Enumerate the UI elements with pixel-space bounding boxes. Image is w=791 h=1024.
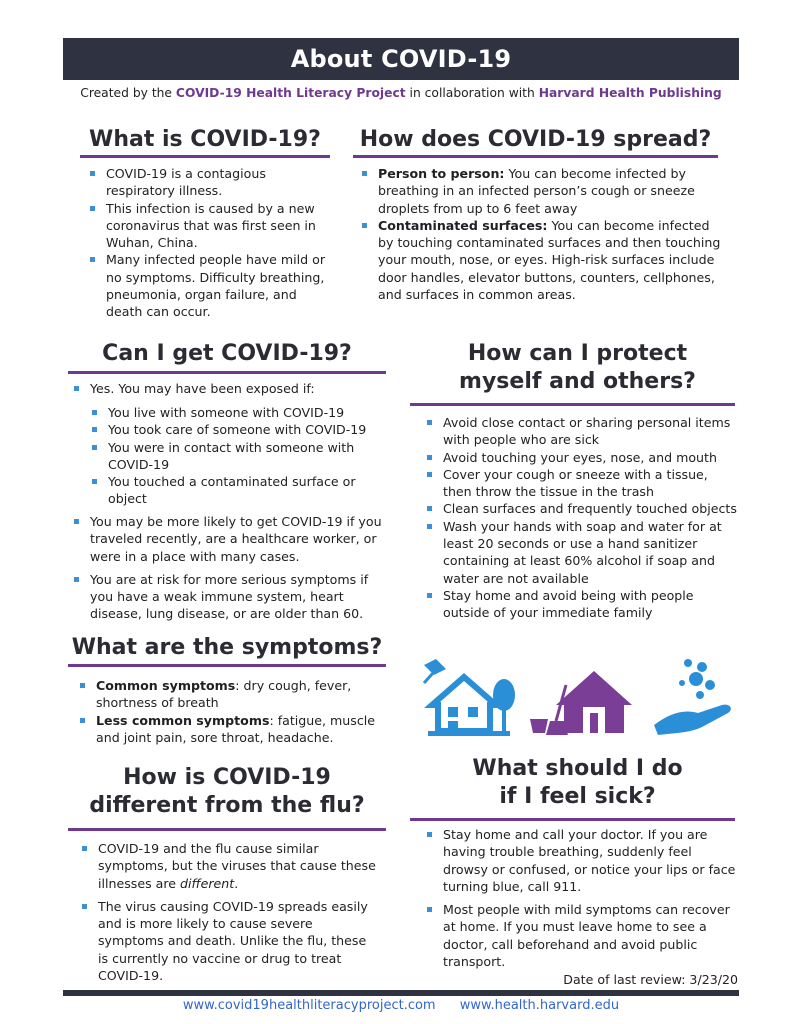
harvard-link[interactable]: www.health.harvard.edu [459, 998, 620, 1013]
list-item: You may be more likely to get COVID-19 if you traveled recently, are a healthcare worker, or were in a place with many cases. [72, 513, 382, 565]
flu-text: COVID-19 and the flu cause similar symptoms, but the viruses that cause these illnesses are [98, 841, 376, 891]
list-item: This infection is caused by a new coronavirus that was first seen in Wuhan, China. [88, 200, 333, 252]
list-item: You live with someone with COVID-19 [72, 404, 382, 421]
spread-heading: How does COVID-19 spread? [359, 127, 712, 152]
spread-rule [353, 155, 718, 158]
hand-washing-icon [654, 659, 731, 735]
list-item: Clean surfaces and frequently touched objects [425, 500, 740, 517]
list-item: The virus causing COVID-19 spreads easily and is more likely to cause severe symptoms and death. Unlike the flu, these is currently no vaccine or drug to treat COVID-19. [80, 898, 380, 984]
can-i-get-rule [68, 371, 386, 374]
list-item: Most people with mild symptoms can recover at home. If you must leave home to see a doctor, call beforehand and avoid public transport. [425, 901, 740, 970]
list-item: Yes. You may have been exposed if: [72, 380, 382, 397]
credit-middle: in collaboration with [409, 86, 535, 100]
spread-text: You can become infected by breathing in an infected person’s cough or sneeze droplets from up to 6 feet away [378, 166, 695, 216]
spread-label: Contaminated surfaces: [378, 217, 548, 233]
credit-prefix: Created by the [80, 86, 172, 100]
exposure-sublist [72, 404, 382, 508]
list-item: Wash your hands with soap and water for at least 20 seconds or use a hand sanitizer containing at least 60% alcohol if soap and water are not available [425, 518, 740, 587]
credit-line [63, 86, 739, 100]
list-item [78, 677, 378, 712]
list-item: You touched a contaminated surface or object [72, 473, 382, 508]
protect-heading-line1: How can I protect [467, 341, 688, 366]
credit-project: COVID-19 Health Literacy Project [175, 86, 406, 100]
stay-home-pin-icon [424, 659, 515, 736]
flu-heading [68, 764, 386, 819]
flu-list [80, 840, 380, 984]
flu-heading-line2: different from the flu? [89, 792, 365, 818]
flu-period: . [234, 875, 239, 891]
list-item: You took care of someone with COVID-19 [72, 421, 382, 438]
footer-links [63, 998, 739, 1013]
list-item: Avoid touching your eyes, nose, and mouth [425, 449, 740, 466]
sick-rule [410, 818, 735, 821]
list-item: Stay home and call your doctor. If you are having trouble breathing, suddenly feel drowsy or confused, or notice your lips or face turning blue, call 911. [425, 826, 740, 895]
list-item: Cover your cough or sneeze with a tissue, then throw the tissue in the trash [425, 466, 740, 501]
project-link[interactable]: www.covid19healthliteracyproject.com [182, 998, 436, 1013]
symptoms-rule [68, 664, 386, 667]
list-item: Many infected people have mild or no symptoms. Difficulty breathing, pneumonia, organ failure, and death can occur. [88, 251, 333, 320]
list-item [80, 840, 380, 892]
sick-heading-line1: What should I do [472, 756, 683, 781]
credit-publisher: Harvard Health Publishing [538, 86, 722, 100]
symptoms-list [78, 677, 378, 746]
what-is-heading: What is COVID-19? [89, 127, 321, 152]
spread-list [360, 165, 725, 303]
sick-heading-line2: if I feel sick? [499, 783, 656, 809]
sick-heading [420, 755, 735, 810]
protect-heading-line2: myself and others? [459, 368, 696, 394]
list-item: COVID-19 is a contagious respiratory illness. [88, 165, 333, 200]
protect-rule [410, 403, 735, 406]
cleaning-house-icon [530, 671, 632, 735]
review-date: Date of last review: 3/23/20 [563, 972, 738, 987]
what-is-list [88, 165, 333, 321]
list-item: You are at risk for more serious symptoms if you have a weak immune system, heart disease, lung disease, or are older than 60. [72, 571, 382, 623]
what-is-rule [80, 155, 330, 158]
prevention-icons [418, 655, 738, 740]
spread-text: You can become infected by touching contaminated surfaces and then touching your mouth, nose, or eyes. High-risk surfaces include door handles, elevator buttons, counters, cellphones, and surfaces in common areas. [378, 217, 721, 303]
list-item [360, 165, 725, 217]
sick-list [425, 826, 740, 970]
flu-heading-line1: How is COVID-19 [123, 765, 331, 790]
symptom-text: : dry cough, fever, shortness of breath [96, 678, 352, 711]
risk-list [72, 513, 382, 623]
protect-heading [420, 340, 735, 395]
flu-emphasis: different [180, 875, 235, 891]
list-item: Stay home and avoid being with people outside of your immediate family [425, 587, 740, 622]
list-item [78, 712, 378, 747]
list-item: Avoid close contact or sharing personal items with people who are sick [425, 414, 740, 449]
list-item [360, 217, 725, 303]
symptom-label: Less common symptoms [96, 712, 270, 728]
flu-rule [68, 828, 386, 831]
can-i-get-list [72, 380, 382, 397]
page-title: About COVID-19 [63, 38, 739, 80]
symptom-label: Common symptoms [96, 678, 236, 693]
spread-label: Person to person: [378, 166, 505, 181]
footer-bar [63, 990, 739, 996]
list-item: You were in contact with someone with COVID-19 [72, 439, 382, 474]
symptoms-heading: What are the symptoms? [71, 635, 383, 660]
symptom-text: : fatigue, muscle and joint pain, sore throat, headache. [96, 712, 375, 745]
can-i-get-heading: Can I get COVID-19? [102, 341, 352, 366]
protect-list [425, 414, 740, 622]
